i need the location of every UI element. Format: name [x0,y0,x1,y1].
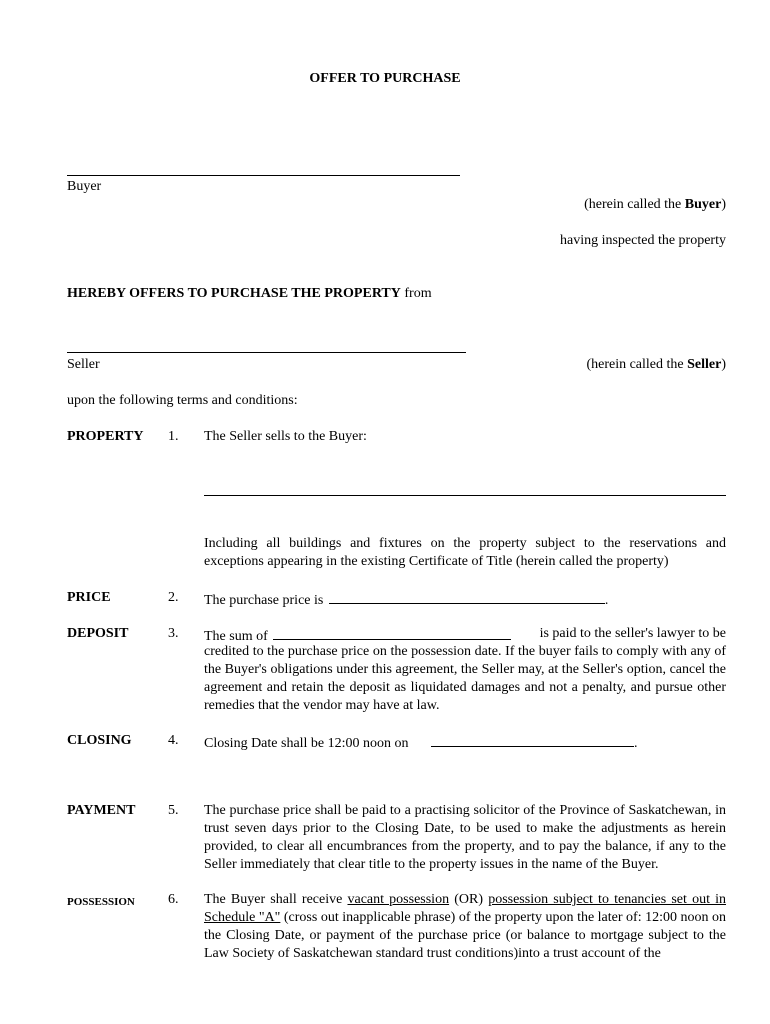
offer-statement: HEREBY OFFERS TO PURCHASE THE PROPERTY from [67,286,432,301]
price-text-line: The purchase price is . [204,589,608,610]
payment-number: 5. [168,803,179,818]
possession-heading: POSSESSION [67,896,135,908]
property-number: 1. [168,429,179,444]
buyer-herein: (herein called the Buyer) [584,197,726,212]
deposit-amount-blank[interactable] [273,625,511,640]
property-description-line[interactable] [204,495,726,496]
deposit-number: 3. [168,626,179,641]
tenancies-possession-option[interactable]: possession subject to tenancies set out in Schedule "A" [204,892,727,925]
property-text: The Seller sells to the Buyer: [204,429,367,444]
intro-text: upon the following terms and conditions: [67,393,298,408]
buyer-label: Buyer [67,179,102,194]
deposit-heading: DEPOSIT [67,626,129,641]
price-text: The purchase price is [204,593,324,608]
possession-number: 6. [168,892,179,907]
closing-date-blank[interactable] [431,732,634,747]
closing-text-line: Closing Date shall be 12:00 noon on . [204,732,638,753]
seller-name-line[interactable] [67,352,466,353]
closing-heading: CLOSING [67,733,132,748]
payment-heading: PAYMENT [67,803,136,818]
closing-text: Closing Date shall be 12:00 noon on [204,736,409,751]
buyer-name-line[interactable] [67,175,460,176]
seller-herein-bold: Seller [687,357,722,372]
property-including-text: Including all buildings and fixtures on the property subject to the reservations and exceptions appearing in the existing Certificate of Title (herein called the property) [204,536,726,569]
closing-number: 4. [168,733,179,748]
seller-label: Seller [67,357,100,372]
price-blank[interactable] [329,589,605,604]
inspected-text: having inspected the property [559,233,726,248]
price-heading: PRICE [67,590,111,605]
offer-statement-bold: HEREBY OFFERS TO PURCHASE THE PROPERTY [67,286,401,301]
vacant-possession-option[interactable]: vacant possession [347,892,450,907]
deposit-first-line: The sum of is paid to the seller's lawyer to be [204,626,726,644]
property-heading: PROPERTY [67,429,144,444]
payment-text: The purchase price shall be paid to a practising solicitor of the Province of Saskatchewan, in trust seven days prior to the Closing Date, to be used to make the adjustments as herein provided, to clear all encumbrances from the property, and to pay the balance, if any to the Seller immediately that clear title to the property issues in the name of the Buyer. [204,803,726,872]
price-number: 2. [168,590,179,605]
deposit-text: credited to the purchase price on the possession date. If the buyer fails to comply with any of the Buyer's obligations under this agreement, the Seller may, at the Seller's option, cancel the agreement and retain the deposit as liquidated damages and not a penalty, and pursue other remedies that the vendor may have at law. [204,644,726,713]
possession-text: The Buyer shall receive vacant possession (OR) possession subject to tenancies set out in Schedule "A" (cross out inapplicable phrase) of the property upon the later of: 12:00 noon on the Closing Date, or payment of the purchase price (or balance to mortgage subject to the Law Society of Saskatchewan standard trust conditions)into a trust account of the [204,892,727,961]
buyer-herein-bold: Buyer [684,197,722,212]
document-title: OFFER TO PURCHASE [309,71,461,86]
seller-herein: (herein called the Seller) [586,357,726,372]
